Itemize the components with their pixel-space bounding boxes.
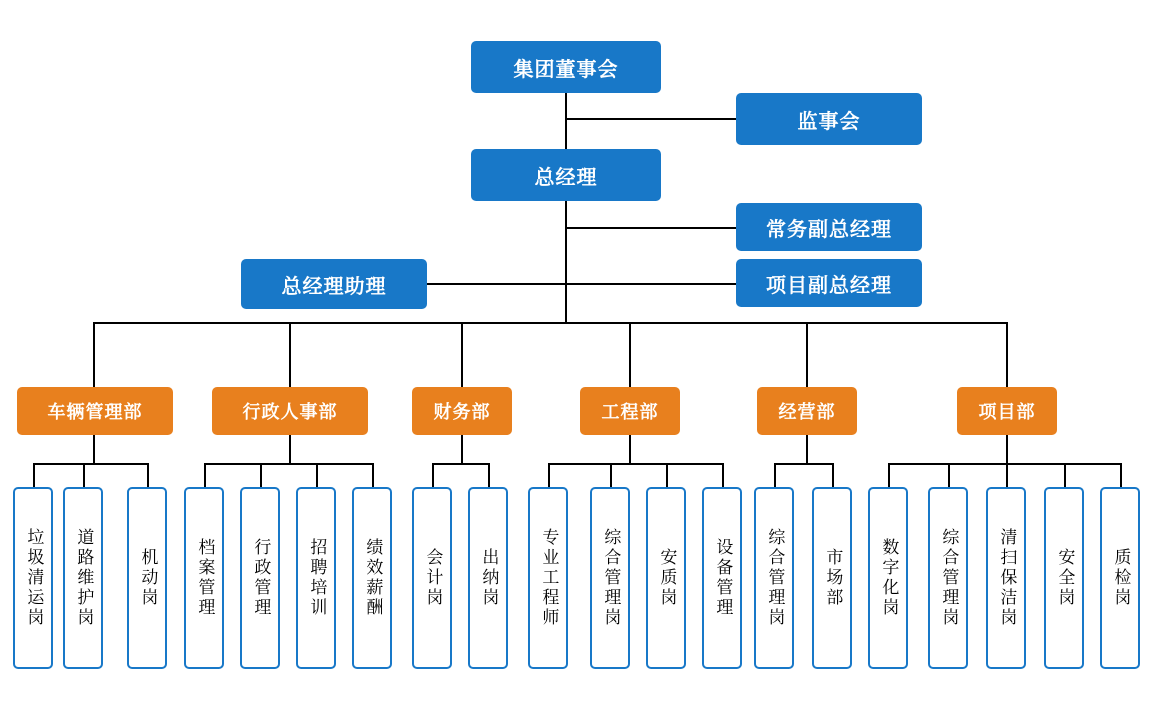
connector-project-bus (888, 463, 1120, 465)
node-executive-vp-label: 常务副总经理 (766, 218, 892, 241)
node-position-operations-1[interactable] (754, 487, 794, 669)
connector-operations-leaf-1 (774, 463, 776, 487)
connector-gm-to-executive-vp (565, 227, 736, 229)
node-dept-vehicle-label: 车辆管理部 (47, 402, 143, 422)
connector-vehicle-leaf-3 (147, 463, 149, 487)
node-position-label: 垃圾清运岗 (24, 528, 44, 628)
node-position-vehicle-3[interactable] (127, 487, 167, 669)
connector-engineering-leaf-4 (722, 463, 724, 487)
node-position-engineering-4[interactable] (702, 487, 742, 669)
connector-admin-leaf-4 (372, 463, 374, 487)
connector-operations-leaf-2 (832, 463, 834, 487)
node-dept-project[interactable] (957, 387, 1057, 435)
node-position-label: 清扫保洁岗 (997, 528, 1017, 628)
node-position-operations-2[interactable] (812, 487, 852, 669)
connector-department-bus (93, 322, 1008, 324)
node-position-label: 出纳岗 (479, 548, 499, 608)
node-position-project-4[interactable] (1044, 487, 1084, 669)
node-dept-finance-label: 财务部 (433, 402, 491, 422)
node-position-admin-1[interactable] (184, 487, 224, 669)
node-executive-vp[interactable] (736, 203, 922, 251)
node-position-label: 质检岗 (1111, 548, 1131, 608)
connector-gm-to-supervisory (565, 118, 736, 120)
node-project-vp[interactable] (736, 259, 922, 307)
node-position-project-1[interactable] (868, 487, 908, 669)
node-position-engineering-1[interactable] (528, 487, 568, 669)
connector-gm-to-project-vp (565, 283, 736, 285)
node-position-vehicle-2[interactable] (63, 487, 103, 669)
node-board[interactable] (471, 41, 661, 93)
node-dept-vehicle[interactable] (17, 387, 173, 435)
node-position-admin-3[interactable] (296, 487, 336, 669)
node-dept-admin-hr[interactable] (212, 387, 368, 435)
connector-drop-project (1006, 322, 1008, 387)
node-board-label: 集团董事会 (513, 58, 619, 81)
node-dept-project-label: 项目部 (978, 402, 1036, 422)
node-dept-admin-hr-label: 行政人事部 (242, 402, 338, 422)
connector-project-leaf-1 (888, 463, 890, 487)
connector-engineering-leaf-1 (548, 463, 550, 487)
connector-project-leaf-4 (1064, 463, 1066, 487)
connector-admin-leaf-2 (260, 463, 262, 487)
node-position-label: 市场部 (823, 548, 843, 608)
connector-drop-finance (461, 322, 463, 387)
node-position-label: 机动岗 (138, 548, 158, 608)
node-general-manager-label: 总经理 (534, 166, 598, 189)
node-dept-engineering-label: 工程部 (601, 402, 659, 422)
connector-admin-leaf-3 (316, 463, 318, 487)
node-position-label: 安质岗 (657, 548, 677, 608)
node-position-project-5[interactable] (1100, 487, 1140, 669)
connector-project-leaf-2 (948, 463, 950, 487)
node-position-label: 设备管理 (713, 538, 733, 618)
node-gm-assistant[interactable] (241, 259, 427, 309)
node-position-label: 绩效薪酬 (363, 538, 383, 618)
node-dept-finance[interactable] (412, 387, 512, 435)
connector-finance-leaf-2 (488, 463, 490, 487)
node-position-label: 综合管理岗 (601, 528, 621, 628)
node-position-admin-4[interactable] (352, 487, 392, 669)
connector-engineering-bus (548, 463, 722, 465)
connector-engineering-stem (629, 435, 631, 463)
connector-project-leaf-3 (1006, 463, 1008, 487)
node-position-label: 安全岗 (1055, 548, 1075, 608)
node-position-project-3[interactable] (986, 487, 1026, 669)
node-position-label: 数字化岗 (879, 538, 899, 618)
connector-finance-bus (432, 463, 488, 465)
connector-vehicle-leaf-2 (83, 463, 85, 487)
connector-drop-vehicle (93, 322, 95, 387)
node-position-label: 道路维护岗 (74, 528, 94, 628)
node-supervisory-label: 监事会 (797, 110, 861, 133)
connector-gm-trunk (565, 201, 567, 323)
connector-admin-stem (289, 435, 291, 463)
connector-project-leaf-5 (1120, 463, 1122, 487)
node-general-manager[interactable] (471, 149, 661, 201)
node-dept-operations-label: 经营部 (778, 402, 836, 422)
connector-drop-engineering (629, 322, 631, 387)
connector-admin-bus (204, 463, 372, 465)
node-position-finance-2[interactable] (468, 487, 508, 669)
connector-vehicle-bus (33, 463, 147, 465)
connector-drop-admin-hr (289, 322, 291, 387)
node-supervisory[interactable] (736, 93, 922, 145)
connector-operations-bus (774, 463, 832, 465)
connector-board-to-gm (565, 93, 567, 149)
connector-vehicle-stem (93, 435, 95, 463)
connector-vehicle-leaf-1 (33, 463, 35, 487)
node-position-label: 专业工程师 (539, 528, 559, 628)
connector-project-stem (1006, 435, 1008, 463)
node-position-engineering-3[interactable] (646, 487, 686, 669)
connector-operations-stem (806, 435, 808, 463)
node-position-engineering-2[interactable] (590, 487, 630, 669)
connector-finance-leaf-1 (432, 463, 434, 487)
node-position-vehicle-1[interactable] (13, 487, 53, 669)
node-dept-engineering[interactable] (580, 387, 680, 435)
connector-engineering-leaf-3 (666, 463, 668, 487)
connector-finance-stem (461, 435, 463, 463)
node-dept-operations[interactable] (757, 387, 857, 435)
node-gm-assistant-label: 总经理助理 (281, 275, 387, 298)
node-position-label: 综合管理岗 (765, 528, 785, 628)
node-project-vp-label: 项目副总经理 (766, 274, 892, 297)
connector-drop-operations (806, 322, 808, 387)
node-position-finance-1[interactable] (412, 487, 452, 669)
connector-gm-assistant (427, 283, 565, 285)
connector-admin-leaf-1 (204, 463, 206, 487)
node-position-label: 行政管理 (251, 538, 271, 618)
node-position-label: 综合管理岗 (939, 528, 959, 628)
node-position-admin-2[interactable] (240, 487, 280, 669)
node-position-label: 会计岗 (423, 548, 443, 608)
node-position-label: 招聘培训 (307, 538, 327, 618)
node-position-label: 档案管理 (195, 538, 215, 618)
node-position-project-2[interactable] (928, 487, 968, 669)
connector-engineering-leaf-2 (610, 463, 612, 487)
